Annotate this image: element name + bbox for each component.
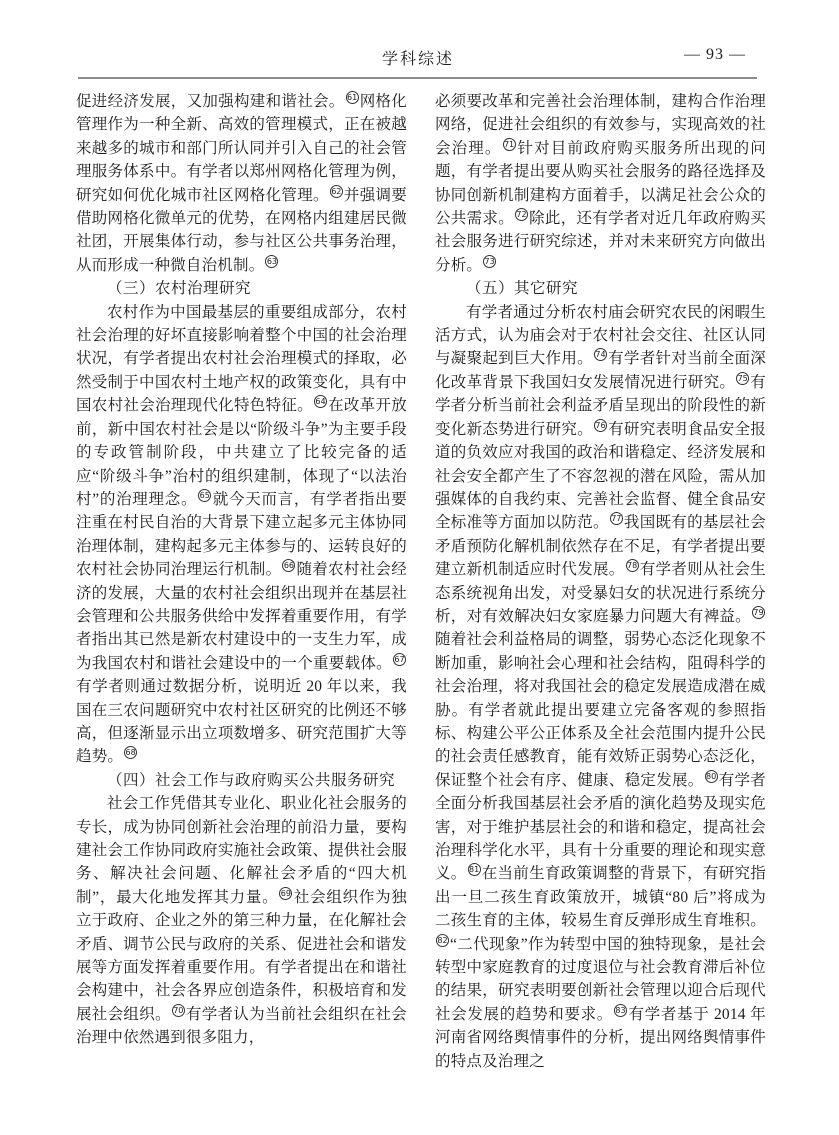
footnote-ref: 79 <box>753 607 764 617</box>
footnote-ref: 73 <box>484 256 495 266</box>
page-header <box>78 46 758 72</box>
journal-section-title: 学科综述 <box>381 51 454 68</box>
footnote-ref: 68 <box>125 748 136 758</box>
footnote-ref: 66 <box>283 561 294 571</box>
paragraph: 农村作为中国最基层的重要组成部分，农村社会治理的好坏直接影响着整个中国的社会治理状况，有学者提出农村社会治理模式的择取，必然受制于中国农村土地产权的政策变化，具有中国农村社会治理现代化特色特征。 $^{64}$ 在改革开放前，新中国农村社会是以“阶级斗争”为主要手段的专政管制阶段，中共建立了比较完备的适应“阶级斗争”治村的组织建制，体现了“以法治村”的治理理念。 $^{65}$ 就今天而言，有学者指出要注重在村民自治的大背景下建立起多元主体协同治理体制，建构起多元主体参与的、运转良好的农村社会协同治理运行机制。 $^{66}$ 随着农村社会经济的发展，大量的农村社会组织出现并在基层社会管理和公共服务供给中发挥着重要作用，有学者指出其已然是新农村建设中的一支生力军，成为我国农村和谐社会建设中的一个重要载体。 $^{67}$有学者则通过数据分析，说明近 20 年以来，我国在三农问题研究中农村社区研究的比例还不够高，但逐渐显示出立项数增多、研究范围扩大等趋势。 $^{68}$ <box>76 303 408 766</box>
paragraph: 促进经济发展，又加强构建和谐社会。 $^{61}$ 网格化管理作为一种全新、高效的管理模式，正在被越来越多的城市和部门所认同并引入自己的社会管理服务体系中。有学者以郑州网格化管理为例，研究如何优化城市社区网格化管理。 $^{62}$ 并强调要借助网格化微单元的优势，在网格内组建居民微社团，开展集体行动，参与社区公共事务治理，从而形成一种微自治机制。 $^{63}$ <box>76 93 407 274</box>
footnote-ref: 72 <box>516 210 527 220</box>
footnote-ref: 65 <box>199 490 210 500</box>
footnote-ref: 82 <box>437 935 448 945</box>
header-rule <box>78 77 757 79</box>
footnote-ref: 80 <box>706 771 717 781</box>
footnote-ref: 75 <box>737 373 748 383</box>
section-heading: （三）农村治理研究 <box>107 280 252 298</box>
footnote-ref: 74 <box>595 350 606 360</box>
footnote-ref: 63 <box>266 256 277 266</box>
column-left <box>76 90 407 1073</box>
page-number: — 93 — <box>684 46 746 63</box>
footnote-ref: 64 <box>315 397 326 407</box>
footnote-ref: 78 <box>627 561 638 571</box>
footnote-ref: 67 <box>394 654 405 664</box>
section-heading: （四）社会工作与政府购买公共服务研究 <box>107 771 396 789</box>
paragraph: 必须要改革和完善社会治理体制，建构合作治理网络，促进社会组织的有效参与，实现高效的社会治理。 $^{71}$ 针对目前政府购买服务所出现的问题，有学者提出要从购买社会服务的路径选择及协同创新机制建构方面着手，以满足社会公众的公共需求。 $^{72}$ 除此，还有学者对近几年政府购买社会服务进行研究综述，并对未来研究方向做出分析。 $^{73}$ <box>435 93 766 274</box>
section-heading: （五）其它研究 <box>466 280 579 298</box>
column-right <box>435 90 766 1073</box>
footnote-ref: 61 <box>347 93 358 102</box>
footnote-ref: 76 <box>595 420 606 430</box>
footnote-ref: 69 <box>280 888 291 898</box>
footnote-ref: 81 <box>469 865 480 875</box>
footnote-ref: 77 <box>611 514 622 524</box>
footnote-ref: 62 <box>331 186 342 196</box>
paragraph: 有学者通过分析农村庙会研究农民的闲暇生活方式，认为庙会对于农村社会交往、社区认同与凝聚起到巨大作用。 $^{74}$ 有学者针对当前全面深化改革背景下我国妇女发展情况进行研究。 $^{75}$ 有学者分析当前社会利益矛盾呈现出的阶段性的新变化新态势进行研究。 $^{76}$ 有研究表明食品安全报道的负效应对我国的政治和谐稳定、经济发展和社会安全都产生了不容忽视的潜在风险，需从加强媒体的自我约束、完善社会监督、健全食品安全标准等方面加以防范。 $^{77}$ 我国既有的基层社会矛盾预防化解机制依然存在不足，有学者提出要建立新机制适应时代发展。 $^{78}$ 有学者则从社会生态系统视角出发，对受暴妇女的状况进行系统分析，对有效解决妇女家庭暴力问题大有裨益。 $^{79}$随着社会利益格局的调整，弱势心态泛化现象不断加重，影响社会心理和社会结构，阻碍科学的社会治理，将对我国社会的稳定发展造成潜在威胁。有学者就此提出要建立完备客观的参照指标、构建公平公正体系及全社会范围内提升公民的社会责任感教育，能有效矫正弱势心态泛化，保证整个社会有序、健康、稳定发展。 $^{80}$ 有学者全面分析我国基层社会矛盾的演化趋势及现实危害，对于维护基层社会的和谐和稳定，提高社会治理科学化水平，具有十分重要的理论和现实意义。 $^{81}$ 在当前生育政策调整的背景下，有研究指出一旦二孩生育政策放开，城镇“80 后”将成为二孩生育的主体，较易生育反弹形成生育堆积。$^{82}$ “二代现象”作为转型中国的独特现象，是社会转型中家庭教育的过度退位与社会教育滞后补位的结果，研究表明要创新社会管理以迎合后现代社会发展的趋势和要求。 $^{83}$ 有学者基于 2014 年河南省网络舆情事件的分析，提出网络舆情事件的特点及治理之 <box>435 303 766 1070</box>
footnote-ref: 83 <box>615 1005 626 1015</box>
page-content <box>76 90 766 1073</box>
paragraph: 社会工作凭借其专业化、职业化社会服务的专长，成为协同创新社会治理的前沿力量，要构建社会工作协同政府实施社会政策、提供社会服务、解决社会问题、化解社会矛盾的“四大机制”，最大化地发挥其力量。 $^{69}$ 社会组织作为独立于政府、企业之外的第三种力量，在化解社会矛盾、调节公民与政府的关系、促进社会和谐发展等方面发挥着重要作用。有学者提出在和谐社会构建中，社会各界应创造条件，积极培育和发展社会组织。 $^{70}$ 有学者认为当前社会组织在社会治理中依然遇到很多阻力， <box>76 795 408 1047</box>
footnote-ref: 70 <box>173 1005 184 1015</box>
footnote-ref: 71 <box>503 139 515 149</box>
